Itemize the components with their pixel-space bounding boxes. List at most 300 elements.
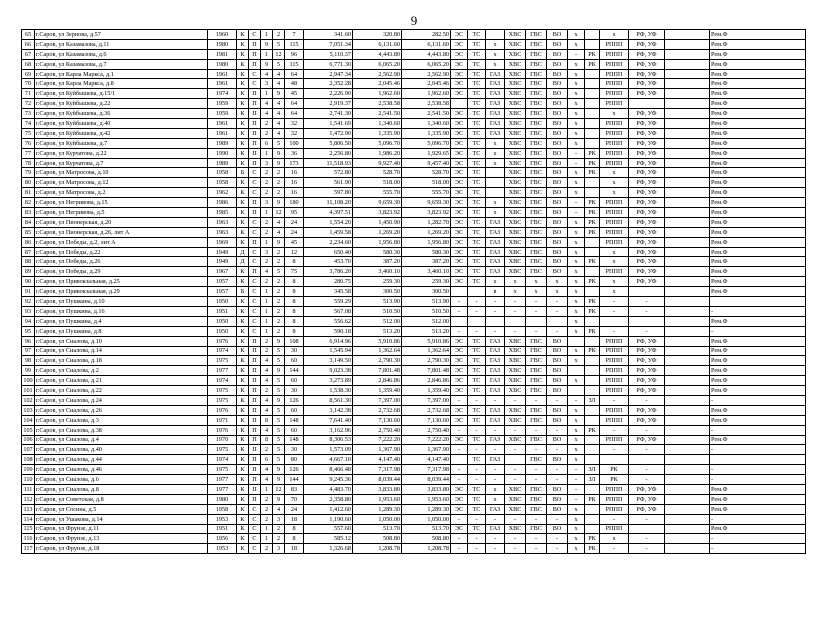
table-cell: 561.90 bbox=[304, 178, 353, 188]
table-cell: 572.80 bbox=[304, 168, 353, 178]
table-cell bbox=[585, 178, 600, 188]
table-cell: 7 bbox=[285, 30, 304, 40]
table-cell: ГАЗ bbox=[486, 217, 505, 227]
table-cell: ВО bbox=[547, 356, 568, 366]
table-cell: ГАЗ bbox=[486, 346, 505, 356]
table-cell: ТС bbox=[468, 376, 486, 386]
table-cell: 7,397.00 bbox=[353, 395, 402, 405]
table-cell: К bbox=[237, 208, 249, 218]
table-cell bbox=[585, 109, 600, 119]
table-cell: - bbox=[526, 465, 547, 475]
table-cell: 1,986.20 bbox=[353, 148, 402, 158]
table-cell: 1,953.60 bbox=[402, 494, 451, 504]
table-cell: ВО bbox=[547, 158, 568, 168]
table-cell bbox=[665, 39, 710, 49]
table-cell: 5,096.70 bbox=[402, 138, 451, 148]
table-cell: 84 bbox=[22, 217, 35, 227]
table-cell: С bbox=[249, 297, 261, 307]
table-cell: ТС bbox=[468, 217, 486, 227]
table-cell: г.Саров, ул Пушкина, д.10 bbox=[35, 297, 208, 307]
table-cell: ХВС bbox=[505, 227, 526, 237]
table-cell: х bbox=[568, 257, 585, 267]
table-cell: х bbox=[600, 277, 629, 287]
table-cell: х bbox=[600, 109, 629, 119]
table-cell: г.Саров, ул Казамазова, д.11 bbox=[35, 39, 208, 49]
table-cell: РППП bbox=[600, 376, 629, 386]
table-cell: 4 bbox=[273, 119, 285, 129]
table-cell bbox=[665, 89, 710, 99]
table-cell: П bbox=[249, 198, 261, 208]
table-cell: 2 bbox=[261, 445, 273, 455]
table-cell: 9 bbox=[273, 475, 285, 485]
table-cell bbox=[585, 376, 600, 386]
table-cell: С bbox=[249, 30, 261, 40]
table-cell: Рем.Ф bbox=[710, 99, 806, 109]
table-cell: 72 bbox=[22, 99, 35, 109]
table-cell: 1,362.64 bbox=[402, 346, 451, 356]
table-cell: 1985 bbox=[208, 208, 237, 218]
table-cell: х bbox=[547, 277, 568, 287]
table-cell: - bbox=[468, 395, 486, 405]
table-cell: К bbox=[237, 356, 249, 366]
table-cell: ЭС bbox=[451, 504, 468, 514]
table-cell: х bbox=[568, 435, 585, 445]
table-row bbox=[22, 217, 806, 227]
table-cell: ЭС bbox=[451, 69, 468, 79]
table-cell: ХВС bbox=[505, 217, 526, 227]
table-cell: П bbox=[249, 128, 261, 138]
table-cell: - bbox=[505, 445, 526, 455]
table-cell: ГАЗ bbox=[486, 227, 505, 237]
table-row bbox=[22, 59, 806, 69]
table-cell: 1,472.90 bbox=[304, 128, 353, 138]
table-cell: 1989 bbox=[208, 138, 237, 148]
table-cell bbox=[665, 188, 710, 198]
table-cell: К bbox=[237, 534, 249, 544]
table-cell: К bbox=[237, 455, 249, 465]
table-cell: РППП bbox=[600, 237, 629, 247]
table-cell: 1 bbox=[261, 89, 273, 99]
table-cell: ВО bbox=[547, 109, 568, 119]
table-cell: С bbox=[249, 168, 261, 178]
table-cell: ЭС bbox=[451, 30, 468, 40]
table-cell: 95 bbox=[285, 208, 304, 218]
table-cell: х bbox=[568, 247, 585, 257]
table-cell: ЭС bbox=[451, 346, 468, 356]
table-cell: 282.50 bbox=[402, 30, 451, 40]
table-cell: РФ, УФ bbox=[629, 128, 665, 138]
table-cell: РППП bbox=[600, 217, 629, 227]
table-cell: 9,457.40 bbox=[402, 158, 451, 168]
table-cell: 97 bbox=[22, 346, 35, 356]
table-cell: г.Саров, ул Куйбышева, д.42 bbox=[35, 128, 208, 138]
table-cell: 1986 bbox=[208, 198, 237, 208]
table-cell: г.Саров, ул Сиалова, д.2 bbox=[35, 366, 208, 376]
table-cell: ХВС bbox=[505, 30, 526, 40]
table-cell: 2 bbox=[261, 128, 273, 138]
table-cell: ВО bbox=[547, 227, 568, 237]
table-cell: ГВС bbox=[526, 484, 547, 494]
table-cell: 6,131.60 bbox=[402, 39, 451, 49]
table-cell: 64 bbox=[285, 99, 304, 109]
table-cell: х bbox=[600, 30, 629, 40]
table-cell: 4,147.40 bbox=[353, 455, 402, 465]
table-cell: 4 bbox=[261, 376, 273, 386]
table-cell: 1974 bbox=[208, 89, 237, 99]
table-cell: РФ, УФ bbox=[629, 198, 665, 208]
table-cell: ТС bbox=[468, 504, 486, 514]
table-cell: РППП bbox=[600, 346, 629, 356]
table-cell: - bbox=[568, 208, 585, 218]
table-cell: 4 bbox=[261, 267, 273, 277]
table-cell: - bbox=[547, 475, 568, 485]
table-cell bbox=[585, 267, 600, 277]
table-cell: - bbox=[468, 475, 486, 485]
table-cell: х bbox=[568, 346, 585, 356]
table-cell bbox=[585, 366, 600, 376]
table-cell: ТС bbox=[468, 39, 486, 49]
table-cell: К bbox=[237, 395, 249, 405]
table-cell bbox=[665, 69, 710, 79]
table-row bbox=[22, 376, 806, 386]
table-cell: х bbox=[600, 168, 629, 178]
table-cell: х bbox=[600, 247, 629, 257]
table-cell: 5 bbox=[273, 59, 285, 69]
table-cell: 144 bbox=[285, 366, 304, 376]
table-cell: 67 bbox=[22, 49, 35, 59]
table-cell: ГАЗ bbox=[486, 376, 505, 386]
table-cell: 12 bbox=[285, 247, 304, 257]
table-cell: 2 bbox=[273, 277, 285, 287]
table-row bbox=[22, 188, 806, 198]
table-cell: 7,051.34 bbox=[304, 39, 353, 49]
table-cell: РППП bbox=[600, 79, 629, 89]
table-cell: 1,340.60 bbox=[402, 119, 451, 129]
table-cell: ХВС bbox=[505, 376, 526, 386]
table-row bbox=[22, 435, 806, 445]
table-cell: - bbox=[600, 445, 629, 455]
table-cell: 1 bbox=[261, 524, 273, 534]
table-cell bbox=[585, 336, 600, 346]
table-cell: 4 bbox=[261, 475, 273, 485]
table-row bbox=[22, 119, 806, 129]
table-cell: Рем.Ф bbox=[710, 89, 806, 99]
table-cell: К bbox=[237, 465, 249, 475]
table-cell: 2 bbox=[273, 30, 285, 40]
table-cell: г.Саров, ул Куйбышева, д.36 bbox=[35, 109, 208, 119]
table-cell: 148 bbox=[285, 415, 304, 425]
table-row bbox=[22, 306, 806, 316]
table-cell: ГВС bbox=[526, 386, 547, 396]
table-cell: - bbox=[710, 326, 806, 336]
table-cell: Рем.Ф bbox=[710, 39, 806, 49]
table-cell: К bbox=[237, 49, 249, 59]
table-cell: 557.60 bbox=[304, 524, 353, 534]
table-cell: 512.00 bbox=[353, 316, 402, 326]
table-cell: ТС bbox=[468, 69, 486, 79]
table-cell: ТС bbox=[468, 346, 486, 356]
table-cell: 3 bbox=[261, 79, 273, 89]
table-cell bbox=[585, 415, 600, 425]
table-cell: ГАЗ bbox=[486, 237, 505, 247]
table-cell: ГВС bbox=[526, 188, 547, 198]
table-cell: ГАЗ bbox=[486, 69, 505, 79]
table-cell: ГВС bbox=[526, 148, 547, 158]
table-cell: ЭС bbox=[451, 356, 468, 366]
table-cell: К bbox=[237, 445, 249, 455]
table-cell: 1977 bbox=[208, 484, 237, 494]
table-cell: 4 bbox=[261, 366, 273, 376]
table-cell bbox=[665, 455, 710, 465]
table-cell: х bbox=[568, 79, 585, 89]
table-cell bbox=[665, 514, 710, 524]
table-cell: 3,273.89 bbox=[304, 376, 353, 386]
table-cell: - bbox=[710, 306, 806, 316]
table-cell bbox=[665, 316, 710, 326]
table-cell: 2,919.37 bbox=[304, 99, 353, 109]
table-cell: 4 bbox=[273, 109, 285, 119]
table-cell: 2 bbox=[261, 346, 273, 356]
table-cell: 1,956.80 bbox=[353, 237, 402, 247]
table-cell: ТС bbox=[468, 119, 486, 129]
table-cell: 88 bbox=[22, 257, 35, 267]
table-cell: х bbox=[526, 277, 547, 287]
table-cell: 387.20 bbox=[353, 257, 402, 267]
table-cell: 108 bbox=[285, 336, 304, 346]
table-cell: 4,443.80 bbox=[353, 49, 402, 59]
table-cell: 8 bbox=[285, 306, 304, 316]
table-cell: - bbox=[505, 306, 526, 316]
table-cell: К bbox=[237, 494, 249, 504]
table-cell: 2,790.30 bbox=[402, 356, 451, 366]
table-cell: П bbox=[249, 158, 261, 168]
table-cell: РППП bbox=[600, 198, 629, 208]
table-cell: х bbox=[568, 59, 585, 69]
table-cell: 1,541.69 bbox=[304, 119, 353, 129]
table-cell: ЭС bbox=[451, 267, 468, 277]
table-cell: 4 bbox=[273, 504, 285, 514]
table-cell: - bbox=[468, 297, 486, 307]
table-cell: 1962 bbox=[208, 188, 237, 198]
table-cell: 76 bbox=[22, 138, 35, 148]
table-cell: - bbox=[505, 297, 526, 307]
table-cell: 2 bbox=[261, 178, 273, 188]
table-cell: ГАЗ bbox=[486, 455, 505, 465]
table-cell: 513.90 bbox=[402, 297, 451, 307]
table-cell: - bbox=[505, 534, 526, 544]
table-cell: П bbox=[249, 109, 261, 119]
table-cell: х bbox=[568, 445, 585, 455]
table-cell: 1981 bbox=[208, 49, 237, 59]
table-cell: РФ, УФ bbox=[629, 346, 665, 356]
table-cell: ЭС bbox=[451, 217, 468, 227]
table-row bbox=[22, 109, 806, 119]
table-cell: ЭС bbox=[451, 366, 468, 376]
table-cell: П bbox=[249, 267, 261, 277]
table-cell: ВО bbox=[547, 336, 568, 346]
table-cell: 11,518.93 bbox=[304, 158, 353, 168]
table-cell bbox=[585, 89, 600, 99]
table-cell: - bbox=[468, 306, 486, 316]
table-cell: ТС bbox=[468, 415, 486, 425]
table-cell: 508.80 bbox=[353, 534, 402, 544]
table-cell: ГВС bbox=[526, 415, 547, 425]
table-cell: Рем.Ф bbox=[710, 267, 806, 277]
table-cell: 1,359.40 bbox=[402, 386, 451, 396]
table-row bbox=[22, 257, 806, 267]
table-cell: 3,833.80 bbox=[353, 484, 402, 494]
table-cell: - bbox=[710, 465, 806, 475]
table-cell: ВО bbox=[547, 69, 568, 79]
table-cell: - bbox=[629, 445, 665, 455]
table-cell: Рем.Ф bbox=[710, 30, 806, 40]
table-cell: г.Саров, ул Победы, д.29 bbox=[35, 267, 208, 277]
table-cell: ТС bbox=[468, 59, 486, 69]
table-row bbox=[22, 415, 806, 425]
table-cell: РК bbox=[585, 494, 600, 504]
table-cell: - bbox=[568, 484, 585, 494]
table-cell: 32 bbox=[285, 119, 304, 129]
table-cell: ВО bbox=[547, 208, 568, 218]
table-cell: 65 bbox=[22, 30, 35, 40]
table-cell: 1,450.90 bbox=[353, 217, 402, 227]
table-cell: Рем.Ф bbox=[710, 287, 806, 297]
table-cell: 95 bbox=[22, 326, 35, 336]
table-cell: х bbox=[568, 109, 585, 119]
table-cell: г.Саров, ул Негривова, д.15 bbox=[35, 198, 208, 208]
table-cell: - bbox=[568, 198, 585, 208]
table-cell: ВО bbox=[547, 376, 568, 386]
table-cell: 2 bbox=[273, 534, 285, 544]
table-cell: 580.30 bbox=[402, 247, 451, 257]
table-cell: П bbox=[249, 119, 261, 129]
table-cell: РК bbox=[585, 425, 600, 435]
table-cell: 3,833.80 bbox=[402, 484, 451, 494]
table-cell: - bbox=[526, 534, 547, 544]
table-cell: ГВС bbox=[526, 69, 547, 79]
table-cell: 104 bbox=[23, 416, 33, 424]
table-cell: х bbox=[568, 326, 585, 336]
table-cell: - bbox=[629, 475, 665, 485]
table-cell: 4 bbox=[273, 79, 285, 89]
table-cell: ГВС bbox=[526, 247, 547, 257]
table-cell: 513.20 bbox=[402, 326, 451, 336]
table-cell: 3 bbox=[261, 247, 273, 257]
table-cell: 5 bbox=[273, 376, 285, 386]
table-cell: П bbox=[249, 484, 261, 494]
table-cell: ГВС bbox=[526, 504, 547, 514]
table-cell: ВО bbox=[547, 119, 568, 129]
table-row bbox=[22, 277, 806, 287]
table-cell: 650.40 bbox=[304, 247, 353, 257]
table-cell: 16 bbox=[285, 168, 304, 178]
table-cell: - bbox=[526, 326, 547, 336]
table-cell: х bbox=[600, 287, 629, 297]
table-cell: 513.20 bbox=[353, 326, 402, 336]
table-cell: РФ, УФ bbox=[629, 237, 665, 247]
table-cell: 513.70 bbox=[353, 524, 402, 534]
table-cell: 18 bbox=[285, 514, 304, 524]
table-cell bbox=[585, 69, 600, 79]
table-cell: ВО bbox=[547, 148, 568, 158]
table-cell: РК bbox=[585, 544, 600, 554]
table-cell: РФ, УФ bbox=[629, 69, 665, 79]
table-cell: 559.29 bbox=[304, 297, 353, 307]
table-cell bbox=[585, 356, 600, 366]
table-cell: - bbox=[486, 534, 505, 544]
table-cell: - bbox=[451, 514, 468, 524]
table-cell bbox=[585, 514, 600, 524]
table-cell bbox=[451, 316, 468, 326]
table-cell: К bbox=[237, 316, 249, 326]
table-cell: РК bbox=[585, 148, 600, 158]
table-cell: 1,289.30 bbox=[353, 504, 402, 514]
table-cell: 1,208.78 bbox=[353, 544, 402, 554]
table-cell: - bbox=[710, 445, 806, 455]
table-cell: 1950 bbox=[208, 316, 237, 326]
table-cell: г.Саров, ул Сиалова, д.10 bbox=[35, 336, 208, 346]
table-cell bbox=[665, 435, 710, 445]
table-cell: 1,554.20 bbox=[304, 217, 353, 227]
table-cell: ТС bbox=[468, 277, 486, 287]
table-cell: 4 bbox=[273, 128, 285, 138]
table-cell: Рем.Ф bbox=[710, 484, 806, 494]
table-cell: 1961 bbox=[208, 69, 237, 79]
table-cell: 96 bbox=[285, 49, 304, 59]
table-cell: 4,397.51 bbox=[304, 208, 353, 218]
table-cell: - bbox=[629, 297, 665, 307]
table-cell: 2 bbox=[273, 287, 285, 297]
table-cell: РФ, УФ bbox=[629, 109, 665, 119]
table-cell: - bbox=[547, 544, 568, 554]
table-cell: х bbox=[547, 287, 568, 297]
table-cell: 9 bbox=[273, 395, 285, 405]
table-cell bbox=[665, 49, 710, 59]
table-cell: 93 bbox=[22, 306, 35, 316]
table-cell: Рем.Ф bbox=[710, 494, 806, 504]
table-cell: ЭС bbox=[451, 484, 468, 494]
table-cell: П bbox=[249, 39, 261, 49]
table-cell: г.Саров, ул Зернова, д.57 bbox=[35, 30, 208, 40]
table-cell: С bbox=[249, 287, 261, 297]
table-cell: г.Саров, ул Привокзальная, д.25 bbox=[35, 277, 208, 287]
table-cell: х bbox=[486, 39, 505, 49]
table-cell: РППП bbox=[600, 405, 629, 415]
table-cell: 1959 bbox=[208, 109, 237, 119]
table-cell: РФ, УФ bbox=[629, 188, 665, 198]
table-cell: 7,130.60 bbox=[353, 415, 402, 425]
table-cell: х bbox=[486, 158, 505, 168]
table-cell: ХВС bbox=[505, 39, 526, 49]
table-cell: ВО bbox=[547, 524, 568, 534]
table-cell: С bbox=[249, 227, 261, 237]
table-cell bbox=[585, 316, 600, 326]
table-row bbox=[22, 138, 806, 148]
table-cell: 1,538.30 bbox=[304, 386, 353, 396]
table-cell: 280.75 bbox=[304, 277, 353, 287]
table-cell: ЭС bbox=[451, 336, 468, 346]
table-cell: 2 bbox=[261, 119, 273, 129]
table-cell: 1989 bbox=[208, 158, 237, 168]
table-cell: 1950 bbox=[208, 326, 237, 336]
table-cell: К bbox=[237, 99, 249, 109]
table-cell: РФ, УФ bbox=[629, 227, 665, 237]
table-cell bbox=[526, 316, 547, 326]
table-cell: ЭС bbox=[451, 188, 468, 198]
table-cell: ХВС bbox=[505, 79, 526, 89]
table-cell: - bbox=[486, 465, 505, 475]
table-cell: 3,162.96 bbox=[304, 425, 353, 435]
